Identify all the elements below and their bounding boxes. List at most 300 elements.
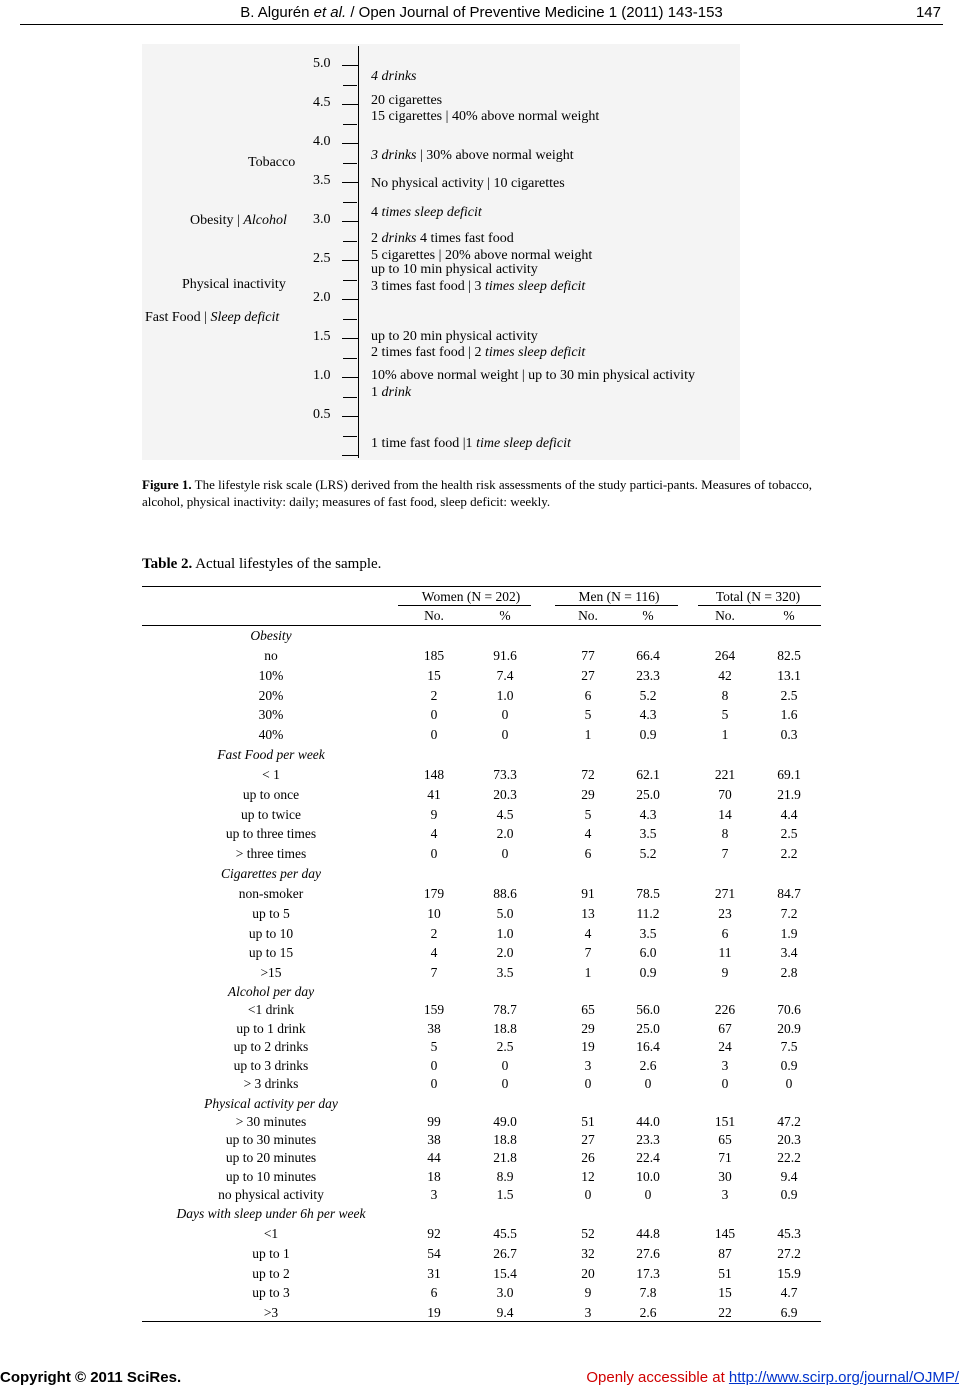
risk-item-italic: times sleep deficit — [485, 279, 586, 294]
column-header-no: No. — [715, 608, 735, 623]
row-label: 10% — [258, 667, 284, 683]
risk-item-text: No physical activity | 10 cigarettes — [371, 176, 565, 191]
category-label-text: Physical inactivity — [182, 277, 286, 292]
scale-tick — [342, 143, 358, 144]
table-cell: 9 — [430, 806, 438, 822]
table-cell: 27.6 — [636, 1245, 660, 1261]
table-bottom-rule — [142, 1321, 821, 1322]
risk-item-text: 4 times fast food — [416, 231, 514, 246]
table-cell: 82.5 — [777, 648, 801, 663]
scale-axis — [358, 46, 359, 458]
scale-tick-label: 1.5 — [313, 329, 331, 344]
table-cell: 52 — [581, 1226, 595, 1241]
scale-tick — [342, 65, 358, 66]
table-cell: 45.5 — [493, 1226, 517, 1241]
table-cell: 11.2 — [636, 905, 660, 921]
table-cell: 7 — [584, 945, 592, 961]
scale-tick — [342, 182, 358, 183]
scale-tick — [343, 358, 357, 359]
table-cell: 6 — [584, 687, 592, 703]
risk-item-text: 15 cigarettes | 40% above normal weight — [371, 109, 600, 124]
table-cell: 10 — [427, 905, 441, 921]
row-label: >3 — [263, 1305, 279, 1321]
table-cell: 19 — [581, 1039, 595, 1054]
table-cell: 0.9 — [639, 965, 657, 981]
table-cell: 67 — [718, 1020, 732, 1036]
row-label: > three times — [235, 846, 307, 862]
table-cell: 0 — [584, 1186, 592, 1202]
table-cell: 10.0 — [636, 1168, 660, 1184]
table-cell: 84.7 — [777, 886, 801, 901]
category-label-text: Tobacco — [248, 155, 296, 170]
table-cell: 3 — [721, 1057, 729, 1073]
row-label: up to 3 — [252, 1285, 290, 1301]
table-cell: 0 — [501, 1076, 509, 1091]
table-cell: 70.6 — [777, 1002, 801, 1017]
table-cell: 7 — [430, 965, 438, 981]
risk-item-label — [371, 368, 695, 384]
table-cell: 78.5 — [636, 886, 660, 901]
risk-item-text: up to 10 min physical activity — [371, 262, 538, 277]
table-cell: 1.0 — [496, 925, 514, 941]
row-label: no — [264, 648, 278, 663]
table-cell: 13 — [581, 905, 595, 921]
table-cell: 1 — [721, 727, 729, 743]
table-title — [142, 556, 381, 573]
scale-tick — [343, 319, 357, 320]
table-cell: 38 — [427, 1132, 441, 1148]
risk-item-text: 10% above normal weight | up to 30 min physical activity — [371, 368, 695, 383]
table-cell: 9 — [584, 1285, 592, 1301]
table-cell: 49.0 — [493, 1114, 517, 1129]
table-cell: 271 — [714, 886, 736, 901]
table-cell: 5 — [721, 707, 729, 723]
table-cell: 73.3 — [493, 767, 517, 782]
table-cell: 185 — [423, 648, 445, 663]
table-cell: 30 — [718, 1168, 732, 1184]
scale-tick — [342, 455, 358, 456]
scale-tick — [343, 241, 357, 242]
table-cell: 1 — [584, 965, 592, 981]
header-authors: B. Algurén — [240, 4, 310, 21]
category-label — [248, 155, 295, 171]
table-cell: 4 — [584, 826, 592, 842]
table-cell: 32 — [581, 1245, 595, 1261]
table-cell: 6 — [584, 846, 592, 862]
table-cell: 20 — [581, 1265, 595, 1281]
risk-item-label — [371, 262, 538, 278]
table-cell: 2.6 — [639, 1057, 657, 1073]
table-cell: 0 — [430, 1057, 438, 1073]
row-label: up to 30 minutes — [225, 1132, 317, 1148]
risk-item-italic: drink — [381, 385, 412, 400]
table-cell: 27 — [581, 667, 595, 683]
table-cell: 44 — [427, 1150, 441, 1166]
row-label: no physical activity — [218, 1186, 324, 1202]
risk-item-label — [371, 148, 574, 164]
risk-item-label — [371, 329, 538, 345]
table-cell: 69.1 — [777, 767, 801, 782]
section-title: Days with sleep under 6h per week — [176, 1206, 366, 1221]
table-cell: 1.9 — [780, 925, 798, 941]
header-journal: / Open Journal of Preventive Medicine 1 (2011) 143-153 — [350, 4, 723, 21]
table-cell: 16.4 — [636, 1039, 660, 1054]
row-label: 30% — [258, 707, 284, 723]
row-label: up to 20 minutes — [225, 1150, 317, 1166]
table-cell: 54 — [427, 1245, 441, 1261]
risk-item-italic: times sleep deficit — [381, 205, 482, 220]
table-cell: 87 — [718, 1245, 732, 1261]
row-label: up to 3 drinks — [233, 1057, 309, 1073]
row-label: < 1 — [262, 767, 280, 782]
scale-tick — [343, 202, 357, 203]
row-label: <1 — [263, 1226, 279, 1241]
scale-tick — [343, 163, 357, 164]
column-group-rule — [698, 605, 821, 606]
table-cell: 26 — [581, 1150, 595, 1166]
table-cell: 66.4 — [636, 648, 660, 663]
risk-item-text: | 30% above normal weight — [416, 148, 574, 163]
table-cell: 91.6 — [493, 648, 517, 663]
table-cell: 0 — [721, 1076, 729, 1091]
table-cell: 148 — [423, 767, 445, 782]
table-cell: 26.7 — [493, 1245, 517, 1261]
row-label: > 30 minutes — [235, 1114, 307, 1129]
risk-item-italic: time sleep deficit — [476, 436, 571, 451]
row-label: up to 5 — [252, 905, 290, 921]
table-cell: 62.1 — [636, 767, 660, 782]
scale-tick — [343, 124, 357, 125]
table-cell: 0 — [644, 1186, 652, 1202]
row-label: up to three times — [225, 826, 317, 842]
table-cell: 18.8 — [493, 1020, 517, 1036]
table-cell: 71 — [718, 1150, 732, 1166]
risk-item-label — [371, 231, 514, 247]
table-cell: 3.5 — [496, 965, 514, 981]
table-cell: 151 — [714, 1114, 736, 1129]
risk-item-label — [371, 109, 599, 125]
table-cell: 2.6 — [639, 1305, 657, 1321]
table-cell: 9 — [721, 965, 729, 981]
column-header-pct: % — [783, 608, 795, 623]
section-title: Alcohol per day — [227, 984, 315, 999]
column-group-rule — [398, 605, 531, 606]
risk-item-label — [371, 279, 585, 295]
risk-item-label — [371, 176, 565, 192]
table-cell: 5.0 — [496, 905, 514, 921]
table-cell: 3 — [721, 1186, 729, 1202]
risk-item-label — [371, 205, 482, 221]
table-cell: 0 — [501, 846, 509, 862]
table-cell: 6.0 — [639, 945, 657, 961]
risk-item-label — [371, 385, 411, 401]
table-cell: 8 — [721, 687, 729, 703]
table-cell: 1.0 — [496, 687, 514, 703]
table-cell: 0 — [785, 1076, 793, 1091]
table-cell: 65 — [718, 1132, 732, 1148]
table-cell: 2.8 — [780, 965, 798, 981]
table-cell: 2.2 — [780, 846, 798, 862]
category-label — [190, 213, 287, 229]
table-cell: 21.8 — [493, 1150, 517, 1166]
table-cell: 88.6 — [493, 886, 517, 901]
table-cell: 4.4 — [780, 806, 798, 822]
row-label: up to 1 — [252, 1245, 290, 1261]
column-group-header: Women (N = 202) — [421, 589, 521, 604]
table-cell: 25.0 — [636, 1020, 660, 1036]
row-label: non-smoker — [238, 886, 304, 901]
table-cell: 15 — [427, 667, 441, 683]
table-cell: 4.5 — [496, 806, 514, 822]
row-label: up to 10 minutes — [225, 1168, 317, 1184]
table-cell: 51 — [581, 1114, 595, 1129]
table-cell: 15.4 — [493, 1265, 517, 1281]
figure-caption-text: The lifestyle risk scale (LRS) derived from the health risk assessments of the study partici-pants. Measures of tobacco, alcohol, physical inactivity: daily; measures of fast food, sleep deficit: weekly. — [142, 477, 813, 509]
table-cell: 3.0 — [496, 1285, 514, 1301]
access-text: Openly accessible at — [586, 1369, 729, 1386]
table-cell: 7.8 — [639, 1285, 657, 1301]
table-cell: 27.2 — [777, 1245, 801, 1261]
table-cell: 44.0 — [636, 1114, 660, 1129]
table-cell: 77 — [581, 648, 595, 663]
table-cell: 20.9 — [777, 1020, 801, 1036]
scale-tick-label: 3.0 — [313, 212, 331, 227]
table-title-text: Actual lifestyles of the sample. — [192, 556, 382, 572]
table-cell: 0 — [430, 846, 438, 862]
table-cell: 22.2 — [777, 1150, 801, 1166]
category-label-italic: Sleep deficit — [210, 310, 280, 325]
table-cell: 47.2 — [777, 1114, 801, 1129]
table-cell: 0.3 — [780, 727, 798, 743]
section-title: Physical activity per day — [204, 1096, 338, 1111]
table-cell: 99 — [427, 1114, 441, 1129]
table-cell: 11 — [718, 945, 732, 961]
column-header-pct: % — [642, 608, 654, 623]
risk-item-italic: 4 drinks — [371, 69, 417, 84]
risk-item-label — [371, 93, 442, 109]
risk-item-label — [371, 345, 585, 361]
section-title: Fast Food per week — [217, 747, 325, 762]
table-cell: 2.0 — [496, 826, 514, 842]
table-cell: 0.9 — [780, 1057, 798, 1073]
column-header-no: No. — [424, 608, 444, 623]
table-cell: 27 — [581, 1132, 595, 1148]
table-cell: 9.4 — [780, 1168, 798, 1184]
category-label-italic: Alcohol — [243, 213, 287, 228]
scale-tick — [342, 260, 358, 261]
scale-tick — [342, 416, 358, 417]
table-cell: 91 — [581, 886, 595, 901]
risk-item-text: 20 cigarettes — [371, 93, 443, 108]
table-cell: 25.0 — [636, 786, 660, 802]
table-cell: 70 — [718, 786, 732, 802]
risk-item-text: 2 times fast food | 2 — [371, 345, 486, 360]
table-cell: 1 — [584, 727, 592, 743]
table-cell: 31 — [427, 1265, 441, 1281]
column-header-no: No. — [578, 608, 598, 623]
scale-tick — [343, 436, 357, 437]
journal-link[interactable]: http://www.scirp.org/journal/OJMP/ — [728, 1369, 959, 1386]
scale-tick-label: 4.0 — [313, 134, 331, 149]
scale-tick-label: 2.0 — [313, 290, 331, 305]
table-cell: 7.2 — [780, 905, 798, 921]
table-cell: 12 — [581, 1168, 595, 1184]
table-cell: 22 — [718, 1305, 732, 1321]
scale-tick — [342, 377, 358, 378]
table-cell: 221 — [714, 767, 736, 782]
header-etal: et al. — [313, 4, 347, 21]
row-label: <1 drink — [247, 1002, 295, 1017]
table-cell: 1.6 — [780, 707, 798, 723]
scale-tick — [342, 221, 358, 222]
row-label: 40% — [258, 727, 284, 743]
access-note — [586, 1369, 959, 1386]
row-label: up to 15 — [248, 945, 294, 961]
row-label: up to 2 — [252, 1265, 290, 1281]
table-cell: 0 — [501, 707, 509, 723]
table-cell: 65 — [581, 1002, 595, 1017]
table-cell: 92 — [427, 1226, 441, 1241]
table-cell: 0 — [430, 727, 438, 743]
table-cell: 17.3 — [636, 1265, 660, 1281]
row-label: up to twice — [241, 806, 301, 822]
table-cell: 29 — [581, 786, 595, 802]
table-cell: 0 — [430, 1076, 438, 1091]
table-cell: 1.5 — [496, 1186, 514, 1202]
table-cell: 3.5 — [639, 925, 657, 941]
risk-item-label — [371, 436, 571, 452]
table-cell: 0 — [644, 1076, 652, 1091]
table-cell: 4 — [430, 945, 438, 961]
scale-tick — [343, 280, 357, 281]
table-cell: 7 — [721, 846, 729, 862]
table-cell: 3 — [430, 1186, 438, 1202]
table-top-rule — [142, 586, 821, 587]
table-cell: 5 — [584, 707, 592, 723]
table-cell: 23.3 — [636, 667, 660, 683]
risk-item-italic: 3 drinks — [371, 148, 417, 163]
row-label: > 3 drinks — [243, 1076, 299, 1091]
table-cell: 38 — [427, 1020, 441, 1036]
table-cell: 22.4 — [636, 1150, 660, 1166]
table-cell: 3 — [584, 1305, 592, 1321]
table-cell: 20.3 — [777, 1132, 801, 1148]
table-cell: 2.0 — [496, 945, 514, 961]
table-cell: 20.3 — [493, 786, 517, 802]
table-cell: 6.9 — [780, 1305, 798, 1321]
table-cell: 0.9 — [780, 1186, 798, 1202]
table-cell: 179 — [423, 886, 445, 901]
table-cell: 145 — [714, 1226, 736, 1241]
scale-tick — [342, 104, 358, 105]
row-label: 20% — [258, 687, 284, 703]
risk-item-text: 1 time fast food |1 — [371, 436, 477, 451]
table-cell: 4.7 — [780, 1285, 798, 1301]
table-cell: 8 — [721, 826, 729, 842]
table-cell: 0.9 — [639, 727, 657, 743]
table-cell: 13.1 — [777, 667, 801, 683]
scale-tick-label: 4.5 — [313, 95, 331, 110]
row-label: >15 — [260, 965, 282, 981]
table-cell: 7.4 — [496, 667, 514, 683]
scale-tick — [342, 338, 358, 339]
table-cell: 159 — [423, 1002, 445, 1017]
scale-tick-label: 2.5 — [313, 251, 331, 266]
table-cell: 2 — [430, 687, 438, 703]
table-cell: 0 — [501, 1057, 509, 1073]
table-cell: 4.3 — [639, 806, 657, 822]
table-cell: 226 — [714, 1002, 736, 1017]
table-cell: 0 — [430, 707, 438, 723]
column-group-rule — [555, 605, 678, 606]
scale-tick-label: 1.0 — [313, 368, 331, 383]
table-cell: 3.5 — [639, 826, 657, 842]
table-cell: 8.9 — [496, 1168, 514, 1184]
table-cell: 4.3 — [639, 707, 657, 723]
risk-item-italic: times sleep deficit — [485, 345, 586, 360]
risk-item-text: 4 — [371, 205, 382, 220]
risk-item-label — [371, 69, 417, 85]
table-cell: 0 — [584, 1076, 592, 1091]
row-label: up to once — [242, 786, 300, 802]
header-rule — [20, 24, 943, 25]
table-title-label: Table 2. — [142, 556, 193, 572]
table-cell: 5.2 — [639, 846, 657, 862]
row-label: up to 1 drink — [236, 1020, 306, 1036]
category-label-text: Fast Food | — [145, 310, 211, 325]
table-cell: 72 — [581, 767, 595, 782]
risk-item-italic: drinks — [381, 231, 417, 246]
column-header-pct: % — [499, 608, 511, 623]
table-cell: 4 — [584, 925, 592, 941]
table-cell: 3.4 — [780, 945, 798, 961]
table-cell: 42 — [718, 667, 732, 683]
table-cell: 41 — [427, 786, 441, 802]
table-cell: 2.5 — [496, 1039, 514, 1054]
risk-item-text: 2 — [371, 231, 382, 246]
risk-item-text: 3 times fast food | 3 — [371, 279, 486, 294]
risk-item-text: up to 20 min physical activity — [371, 329, 538, 344]
table-cell: 18 — [427, 1168, 441, 1184]
table-cell: 6 — [430, 1285, 438, 1301]
table-cell: 2 — [430, 925, 438, 941]
table-cell: 18.8 — [493, 1132, 517, 1148]
row-label: up to 2 drinks — [233, 1039, 309, 1054]
category-label — [145, 310, 279, 326]
section-title: Cigarettes per day — [221, 866, 321, 881]
table-cell: 15 — [718, 1285, 732, 1301]
row-label: up to 10 — [248, 925, 294, 941]
risk-item-text: 5 cigarettes | 20% above normal weight — [371, 248, 593, 263]
scale-tick-label: 5.0 — [313, 56, 331, 71]
table-cell: 5.2 — [639, 687, 657, 703]
scale-tick-label: 3.5 — [313, 173, 331, 188]
table-cell: 23 — [718, 905, 732, 921]
table-cell: 44.8 — [636, 1226, 660, 1241]
scale-tick — [343, 85, 357, 86]
table-cell: 29 — [581, 1020, 595, 1036]
table-cell: 21.9 — [777, 786, 801, 802]
table-header-rule — [142, 625, 821, 626]
category-label-text: Obesity | — [190, 213, 244, 228]
category-label — [182, 277, 286, 293]
column-group-header: Men (N = 116) — [578, 589, 660, 604]
table-cell: 51 — [718, 1265, 732, 1281]
scale-tick — [342, 299, 358, 300]
risk-item-text: 1 — [371, 385, 382, 400]
table-cell: 56.0 — [636, 1002, 660, 1017]
table-cell: 78.7 — [493, 1002, 517, 1017]
